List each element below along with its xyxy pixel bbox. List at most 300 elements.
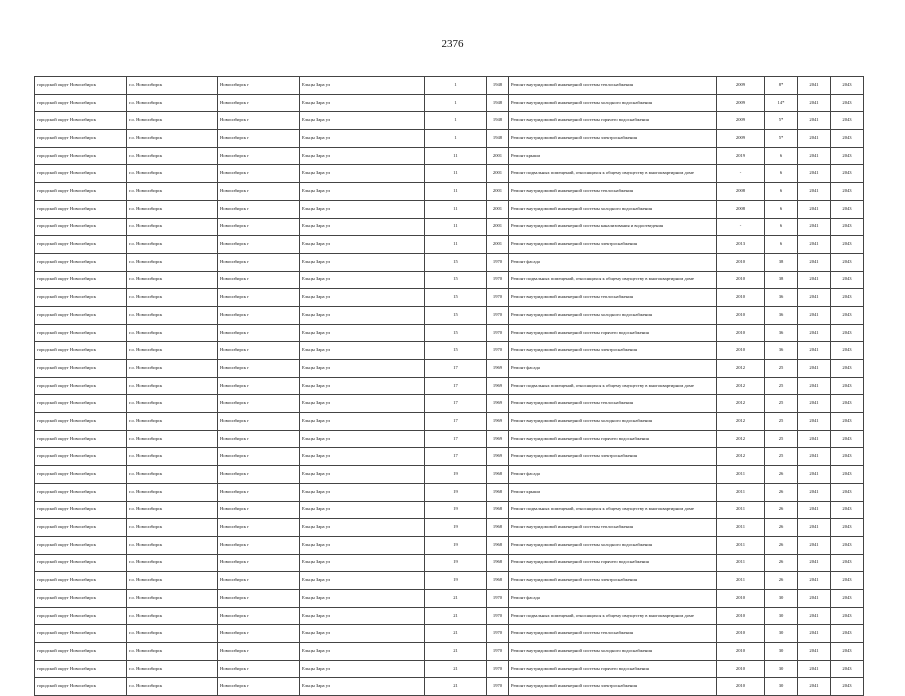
district-cell: городской округ Новосибирск: [35, 77, 127, 95]
work-type-cell: Ремонт внутридомовой инженерной системы холодного водоснабжения: [509, 536, 717, 554]
plan-end-year-cell: 2043: [831, 218, 864, 236]
city-cell: Новосибирск г: [218, 519, 300, 537]
city-cell: Новосибирск г: [218, 112, 300, 130]
work-type-cell: Ремонт внутридомовой инженерной системы горячего водоснабжения: [509, 324, 717, 342]
municipality-cell: г.о. Новосибирск: [127, 130, 218, 148]
table-row: [35, 77, 864, 95]
district-cell: городской округ Новосибирск: [35, 430, 127, 448]
plan-start-year-cell: 2041: [798, 342, 831, 360]
house-number-cell: 17: [425, 448, 487, 466]
wear-percent-cell: 14*: [765, 94, 798, 112]
house-number-cell: 1: [425, 94, 487, 112]
municipality-cell: г.о. Новосибирск: [127, 77, 218, 95]
city-cell: Новосибирск г: [218, 572, 300, 590]
last-repair-year-cell: -: [717, 218, 765, 236]
last-repair-year-cell: 2010: [717, 342, 765, 360]
plan-start-year-cell: 2041: [798, 501, 831, 519]
district-cell: городской округ Новосибирск: [35, 147, 127, 165]
plan-start-year-cell: 2041: [798, 165, 831, 183]
street-cell: Ельцы Зара ул: [300, 271, 425, 289]
street-cell: Ельцы Зара ул: [300, 200, 425, 218]
municipality-cell: г.о. Новосибирск: [127, 271, 218, 289]
house-number-cell: 15: [425, 342, 487, 360]
build-year-cell: 1970: [487, 607, 509, 625]
work-type-cell: Ремонт внутридомовой инженерной системы электроснабжения: [509, 130, 717, 148]
municipality-cell: г.о. Новосибирск: [127, 342, 218, 360]
plan-end-year-cell: 2043: [831, 519, 864, 537]
last-repair-year-cell: 2011: [717, 466, 765, 484]
table-row: [35, 607, 864, 625]
city-cell: Новосибирск г: [218, 678, 300, 696]
district-cell: городской округ Новосибирск: [35, 660, 127, 678]
plan-start-year-cell: 2041: [798, 536, 831, 554]
plan-start-year-cell: 2041: [798, 430, 831, 448]
plan-start-year-cell: 2041: [798, 183, 831, 201]
house-number-cell: 11: [425, 218, 487, 236]
last-repair-year-cell: 2009: [717, 94, 765, 112]
plan-start-year-cell: 2041: [798, 660, 831, 678]
municipality-cell: г.о. Новосибирск: [127, 466, 218, 484]
work-type-cell: Ремонт подвальных помещений, относящихся к общему имуществу в многоквартирном доме: [509, 271, 717, 289]
work-type-cell: Ремонт внутридомовой инженерной системы теплоснабжения: [509, 625, 717, 643]
last-repair-year-cell: 2012: [717, 448, 765, 466]
last-repair-year-cell: 2010: [717, 271, 765, 289]
table-row: [35, 572, 864, 590]
district-cell: городской округ Новосибирск: [35, 536, 127, 554]
table-row: [35, 483, 864, 501]
district-cell: городской округ Новосибирск: [35, 306, 127, 324]
build-year-cell: 1948: [487, 94, 509, 112]
plan-end-year-cell: 2043: [831, 395, 864, 413]
house-number-cell: 15: [425, 289, 487, 307]
district-cell: городской округ Новосибирск: [35, 271, 127, 289]
last-repair-year-cell: 2008: [717, 183, 765, 201]
plan-end-year-cell: 2043: [831, 112, 864, 130]
house-number-cell: 11: [425, 165, 487, 183]
municipality-cell: г.о. Новосибирск: [127, 678, 218, 696]
plan-start-year-cell: 2041: [798, 643, 831, 661]
city-cell: Новосибирск г: [218, 625, 300, 643]
house-number-cell: 1: [425, 130, 487, 148]
table-row: [35, 94, 864, 112]
street-cell: Ельцы Зара ул: [300, 413, 425, 431]
district-cell: городской округ Новосибирск: [35, 395, 127, 413]
wear-percent-cell: 8*: [765, 77, 798, 95]
last-repair-year-cell: 2011: [717, 554, 765, 572]
plan-start-year-cell: 2041: [798, 324, 831, 342]
table-row: [35, 130, 864, 148]
plan-start-year-cell: 2041: [798, 678, 831, 696]
city-cell: Новосибирск г: [218, 589, 300, 607]
house-number-cell: 21: [425, 660, 487, 678]
work-type-cell: Ремонт фасада: [509, 253, 717, 271]
plan-start-year-cell: 2041: [798, 77, 831, 95]
build-year-cell: 2001: [487, 147, 509, 165]
plan-start-year-cell: 2041: [798, 589, 831, 607]
municipality-cell: г.о. Новосибирск: [127, 501, 218, 519]
work-type-cell: Ремонт внутридомовой инженерной системы теплоснабжения: [509, 183, 717, 201]
district-cell: городской округ Новосибирск: [35, 342, 127, 360]
table-row: [35, 519, 864, 537]
build-year-cell: 1948: [487, 77, 509, 95]
last-repair-year-cell: 2012: [717, 413, 765, 431]
wear-percent-cell: 25: [765, 413, 798, 431]
house-number-cell: 19: [425, 501, 487, 519]
street-cell: Ельцы Зара ул: [300, 466, 425, 484]
municipality-cell: г.о. Новосибирск: [127, 218, 218, 236]
work-type-cell: Ремонт подвальных помещений, относящихся к общему имуществу в многоквартирном доме: [509, 501, 717, 519]
build-year-cell: 1970: [487, 324, 509, 342]
plan-start-year-cell: 2041: [798, 625, 831, 643]
plan-end-year-cell: 2043: [831, 271, 864, 289]
house-number-cell: 11: [425, 147, 487, 165]
wear-percent-cell: 36: [765, 306, 798, 324]
district-cell: городской округ Новосибирск: [35, 112, 127, 130]
last-repair-year-cell: 2012: [717, 395, 765, 413]
wear-percent-cell: 26: [765, 572, 798, 590]
plan-end-year-cell: 2043: [831, 589, 864, 607]
district-cell: городской округ Новосибирск: [35, 360, 127, 378]
plan-start-year-cell: 2041: [798, 466, 831, 484]
municipality-cell: г.о. Новосибирск: [127, 112, 218, 130]
street-cell: Ельцы Зара ул: [300, 589, 425, 607]
build-year-cell: 1970: [487, 660, 509, 678]
build-year-cell: 1968: [487, 572, 509, 590]
build-year-cell: 1969: [487, 377, 509, 395]
house-number-cell: 15: [425, 306, 487, 324]
house-number-cell: 17: [425, 413, 487, 431]
street-cell: Ельцы Зара ул: [300, 448, 425, 466]
last-repair-year-cell: 2012: [717, 430, 765, 448]
house-number-cell: 21: [425, 678, 487, 696]
last-repair-year-cell: 2010: [717, 660, 765, 678]
plan-start-year-cell: 2041: [798, 200, 831, 218]
municipality-cell: г.о. Новосибирск: [127, 200, 218, 218]
wear-percent-cell: 38: [765, 253, 798, 271]
wear-percent-cell: 26: [765, 466, 798, 484]
district-cell: городской округ Новосибирск: [35, 554, 127, 572]
plan-end-year-cell: 2043: [831, 466, 864, 484]
wear-percent-cell: 25: [765, 395, 798, 413]
page-number: 2376: [441, 38, 464, 50]
build-year-cell: 1948: [487, 130, 509, 148]
table-row: [35, 643, 864, 661]
house-number-cell: 17: [425, 377, 487, 395]
district-cell: городской округ Новосибирск: [35, 589, 127, 607]
city-cell: Новосибирск г: [218, 77, 300, 95]
district-cell: городской округ Новосибирск: [35, 94, 127, 112]
municipality-cell: г.о. Новосибирск: [127, 306, 218, 324]
last-repair-year-cell: 2011: [717, 519, 765, 537]
build-year-cell: 1968: [487, 466, 509, 484]
build-year-cell: 1968: [487, 483, 509, 501]
city-cell: Новосибирск г: [218, 183, 300, 201]
wear-percent-cell: 30: [765, 607, 798, 625]
house-number-cell: 19: [425, 536, 487, 554]
city-cell: Новосибирск г: [218, 466, 300, 484]
district-cell: городской округ Новосибирск: [35, 183, 127, 201]
last-repair-year-cell: 2010: [717, 607, 765, 625]
plan-start-year-cell: 2041: [798, 218, 831, 236]
table-row: [35, 183, 864, 201]
work-type-cell: Ремонт внутридомовой инженерной системы горячего водоснабжения: [509, 660, 717, 678]
plan-start-year-cell: 2041: [798, 94, 831, 112]
wear-percent-cell: 6: [765, 218, 798, 236]
wear-percent-cell: 6: [765, 236, 798, 254]
work-type-cell: Ремонт подвальных помещений, относящихся к общему имуществу в многоквартирном доме: [509, 377, 717, 395]
last-repair-year-cell: 2011: [717, 572, 765, 590]
last-repair-year-cell: 2008: [717, 200, 765, 218]
district-cell: городской округ Новосибирск: [35, 218, 127, 236]
last-repair-year-cell: 2010: [717, 589, 765, 607]
house-number-cell: 15: [425, 271, 487, 289]
last-repair-year-cell: -: [717, 165, 765, 183]
street-cell: Ельцы Зара ул: [300, 306, 425, 324]
city-cell: Новосибирск г: [218, 94, 300, 112]
plan-end-year-cell: 2043: [831, 183, 864, 201]
plan-start-year-cell: 2041: [798, 130, 831, 148]
last-repair-year-cell: 2009: [717, 77, 765, 95]
municipality-cell: г.о. Новосибирск: [127, 395, 218, 413]
build-year-cell: 1969: [487, 448, 509, 466]
municipality-cell: г.о. Новосибирск: [127, 572, 218, 590]
house-number-cell: 21: [425, 643, 487, 661]
district-cell: городской округ Новосибирск: [35, 289, 127, 307]
district-cell: городской округ Новосибирск: [35, 466, 127, 484]
build-year-cell: 1970: [487, 625, 509, 643]
city-cell: Новосибирск г: [218, 360, 300, 378]
street-cell: Ельцы Зара ул: [300, 430, 425, 448]
table-row: [35, 342, 864, 360]
table-row: [35, 289, 864, 307]
street-cell: Ельцы Зара ул: [300, 501, 425, 519]
build-year-cell: 1969: [487, 360, 509, 378]
city-cell: Новосибирск г: [218, 448, 300, 466]
build-year-cell: 1970: [487, 306, 509, 324]
build-year-cell: 1968: [487, 519, 509, 537]
plan-end-year-cell: 2043: [831, 554, 864, 572]
build-year-cell: 1970: [487, 678, 509, 696]
table-row: [35, 554, 864, 572]
street-cell: Ельцы Зара ул: [300, 289, 425, 307]
city-cell: Новосибирск г: [218, 130, 300, 148]
work-type-cell: Ремонт внутридомовой инженерной системы холодного водоснабжения: [509, 413, 717, 431]
city-cell: Новосибирск г: [218, 483, 300, 501]
plan-end-year-cell: 2043: [831, 289, 864, 307]
city-cell: Новосибирск г: [218, 165, 300, 183]
build-year-cell: 1970: [487, 342, 509, 360]
municipality-cell: г.о. Новосибирск: [127, 253, 218, 271]
table-row: [35, 165, 864, 183]
build-year-cell: 2001: [487, 183, 509, 201]
city-cell: Новосибирск г: [218, 271, 300, 289]
build-year-cell: 1970: [487, 271, 509, 289]
city-cell: Новосибирск г: [218, 218, 300, 236]
work-type-cell: Ремонт внутридомовой инженерной системы теплоснабжения: [509, 519, 717, 537]
municipality-cell: г.о. Новосибирск: [127, 643, 218, 661]
work-type-cell: Ремонт внутридомовой инженерной системы электроснабжения: [509, 678, 717, 696]
house-number-cell: 19: [425, 466, 487, 484]
last-repair-year-cell: 2009: [717, 130, 765, 148]
municipality-cell: г.о. Новосибирск: [127, 236, 218, 254]
plan-end-year-cell: 2043: [831, 130, 864, 148]
build-year-cell: 1968: [487, 536, 509, 554]
plan-end-year-cell: 2043: [831, 253, 864, 271]
plan-end-year-cell: 2043: [831, 643, 864, 661]
district-cell: городской округ Новосибирск: [35, 200, 127, 218]
street-cell: Ельцы Зара ул: [300, 130, 425, 148]
plan-end-year-cell: 2043: [831, 430, 864, 448]
house-number-cell: 15: [425, 324, 487, 342]
plan-end-year-cell: 2043: [831, 483, 864, 501]
wear-percent-cell: 25: [765, 377, 798, 395]
house-number-cell: 1: [425, 77, 487, 95]
wear-percent-cell: 25: [765, 360, 798, 378]
plan-start-year-cell: 2041: [798, 554, 831, 572]
table-row: [35, 147, 864, 165]
table-row: [35, 377, 864, 395]
district-cell: городской округ Новосибирск: [35, 236, 127, 254]
street-cell: Ельцы Зара ул: [300, 483, 425, 501]
table-row: [35, 236, 864, 254]
wear-percent-cell: 6: [765, 200, 798, 218]
plan-start-year-cell: 2041: [798, 413, 831, 431]
plan-start-year-cell: 2041: [798, 236, 831, 254]
table-row: [35, 413, 864, 431]
municipality-cell: г.о. Новосибирск: [127, 324, 218, 342]
work-type-cell: Ремонт внутридомовой инженерной системы холодного водоснабжения: [509, 306, 717, 324]
work-type-cell: Ремонт внутридомовой инженерной системы горячего водоснабжения: [509, 430, 717, 448]
city-cell: Новосибирск г: [218, 501, 300, 519]
municipality-cell: г.о. Новосибирск: [127, 413, 218, 431]
city-cell: Новосибирск г: [218, 607, 300, 625]
build-year-cell: 1969: [487, 430, 509, 448]
house-number-cell: 19: [425, 519, 487, 537]
plan-start-year-cell: 2041: [798, 112, 831, 130]
plan-end-year-cell: 2043: [831, 607, 864, 625]
municipality-cell: г.о. Новосибирск: [127, 289, 218, 307]
work-type-cell: Ремонт внутридомовой инженерной системы теплоснабжения: [509, 77, 717, 95]
municipality-cell: г.о. Новосибирск: [127, 625, 218, 643]
city-cell: Новосибирск г: [218, 413, 300, 431]
wear-percent-cell: 26: [765, 483, 798, 501]
municipality-cell: г.о. Новосибирск: [127, 607, 218, 625]
build-year-cell: 2001: [487, 165, 509, 183]
plan-end-year-cell: 2043: [831, 236, 864, 254]
last-repair-year-cell: 2010: [717, 324, 765, 342]
district-cell: городской округ Новосибирск: [35, 625, 127, 643]
work-type-cell: Ремонт внутридомовой инженерной системы горячего водоснабжения: [509, 112, 717, 130]
last-repair-year-cell: 2012: [717, 377, 765, 395]
table-row: [35, 200, 864, 218]
house-number-cell: 21: [425, 625, 487, 643]
wear-percent-cell: 6: [765, 183, 798, 201]
last-repair-year-cell: 2010: [717, 289, 765, 307]
municipality-cell: г.о. Новосибирск: [127, 165, 218, 183]
plan-end-year-cell: 2043: [831, 342, 864, 360]
work-type-cell: Ремонт подвальных помещений, относящихся к общему имуществу в многоквартирном доме: [509, 607, 717, 625]
table-body: [35, 77, 864, 696]
table-row: [35, 660, 864, 678]
last-repair-year-cell: 2011: [717, 536, 765, 554]
municipality-cell: г.о. Новосибирск: [127, 94, 218, 112]
build-year-cell: 1968: [487, 554, 509, 572]
build-year-cell: 2001: [487, 218, 509, 236]
work-type-cell: Ремонт крыши: [509, 147, 717, 165]
plan-end-year-cell: 2043: [831, 377, 864, 395]
city-cell: Новосибирск г: [218, 536, 300, 554]
municipality-cell: г.о. Новосибирск: [127, 483, 218, 501]
table-row: [35, 589, 864, 607]
district-cell: городской округ Новосибирск: [35, 448, 127, 466]
street-cell: Ельцы Зара ул: [300, 253, 425, 271]
street-cell: Ельцы Зара ул: [300, 112, 425, 130]
house-number-cell: 11: [425, 200, 487, 218]
last-repair-year-cell: 2011: [717, 483, 765, 501]
plan-end-year-cell: 2043: [831, 572, 864, 590]
wear-percent-cell: 25: [765, 430, 798, 448]
last-repair-year-cell: 2009: [717, 112, 765, 130]
plan-end-year-cell: 2043: [831, 77, 864, 95]
street-cell: Ельцы Зара ул: [300, 236, 425, 254]
municipality-cell: г.о. Новосибирск: [127, 519, 218, 537]
wear-percent-cell: 30: [765, 660, 798, 678]
build-year-cell: 1970: [487, 289, 509, 307]
plan-end-year-cell: 2043: [831, 536, 864, 554]
plan-end-year-cell: 2043: [831, 448, 864, 466]
municipality-cell: г.о. Новосибирск: [127, 660, 218, 678]
wear-percent-cell: 26: [765, 554, 798, 572]
work-type-cell: Ремонт внутридомовой инженерной системы канализования и водоотведения: [509, 218, 717, 236]
street-cell: Ельцы Зара ул: [300, 183, 425, 201]
city-cell: Новосибирск г: [218, 324, 300, 342]
house-number-cell: 11: [425, 183, 487, 201]
street-cell: Ельцы Зара ул: [300, 165, 425, 183]
plan-end-year-cell: 2043: [831, 678, 864, 696]
repair-schedule-table: [34, 76, 864, 696]
city-cell: Новосибирск г: [218, 660, 300, 678]
table-row: [35, 448, 864, 466]
last-repair-year-cell: 2010: [717, 643, 765, 661]
wear-percent-cell: 26: [765, 536, 798, 554]
table-row: [35, 218, 864, 236]
district-cell: городской округ Новосибирск: [35, 483, 127, 501]
plan-start-year-cell: 2041: [798, 395, 831, 413]
plan-start-year-cell: 2041: [798, 289, 831, 307]
wear-percent-cell: 30: [765, 643, 798, 661]
work-type-cell: Ремонт внутридомовой инженерной системы теплоснабжения: [509, 395, 717, 413]
table-row: [35, 466, 864, 484]
wear-percent-cell: 6: [765, 147, 798, 165]
build-year-cell: 1968: [487, 501, 509, 519]
district-cell: городской округ Новосибирск: [35, 253, 127, 271]
municipality-cell: г.о. Новосибирск: [127, 377, 218, 395]
build-year-cell: 2001: [487, 200, 509, 218]
district-cell: городской округ Новосибирск: [35, 501, 127, 519]
last-repair-year-cell: 2010: [717, 306, 765, 324]
street-cell: Ельцы Зара ул: [300, 218, 425, 236]
plan-end-year-cell: 2043: [831, 94, 864, 112]
wear-percent-cell: 38: [765, 271, 798, 289]
plan-start-year-cell: 2041: [798, 572, 831, 590]
plan-start-year-cell: 2041: [798, 519, 831, 537]
wear-percent-cell: 5*: [765, 130, 798, 148]
wear-percent-cell: 36: [765, 342, 798, 360]
municipality-cell: г.о. Новосибирск: [127, 430, 218, 448]
house-number-cell: 15: [425, 253, 487, 271]
city-cell: Новосибирск г: [218, 306, 300, 324]
street-cell: Ельцы Зара ул: [300, 607, 425, 625]
